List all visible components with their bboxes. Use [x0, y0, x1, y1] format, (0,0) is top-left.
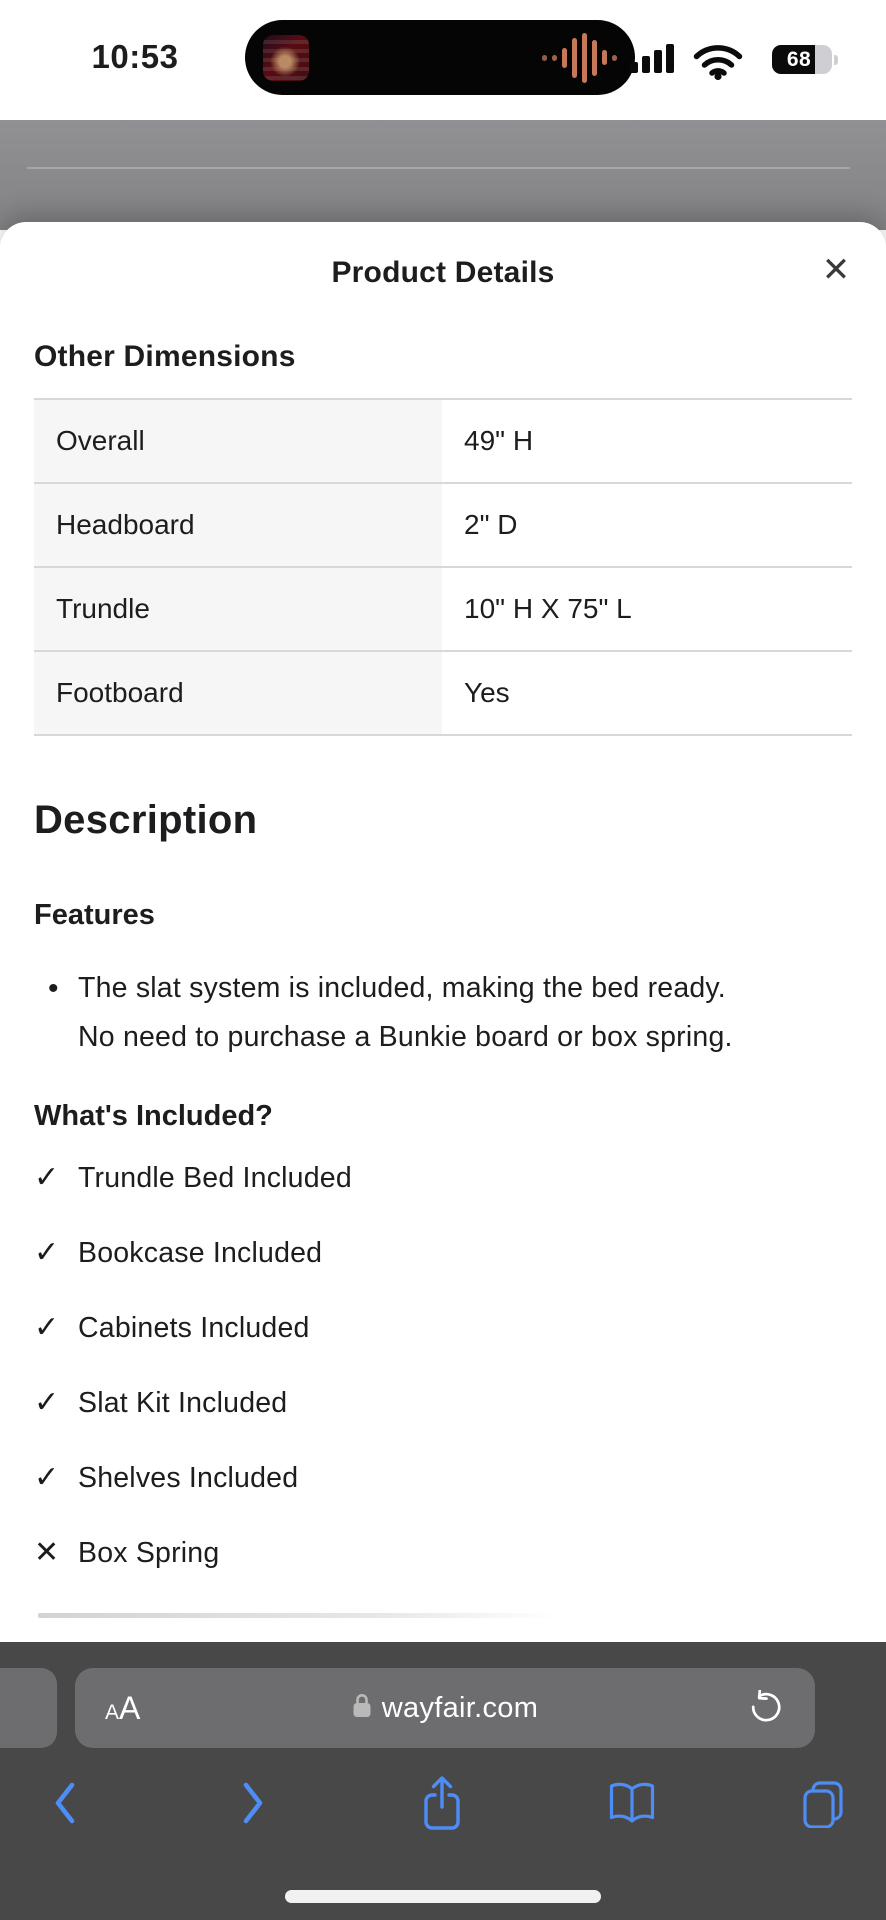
feature-bullet-item	[34, 964, 746, 1062]
check-icon: ✓	[34, 1385, 60, 1420]
clipped-content-row	[38, 1613, 558, 1618]
row-label: Overall	[34, 400, 442, 482]
wifi-icon	[692, 43, 744, 86]
list-item: ✕ Box Spring	[34, 1535, 220, 1570]
check-icon: ✓	[34, 1160, 60, 1195]
back-button[interactable]	[36, 1775, 92, 1831]
description-heading: Description	[34, 798, 258, 842]
whats-included-heading: What's Included?	[34, 1100, 273, 1132]
other-dimensions-heading: Other Dimensions	[34, 340, 296, 373]
list-item: ✓ Trundle Bed Included	[34, 1160, 352, 1195]
battery-percent: 68	[786, 47, 812, 71]
reload-icon[interactable]	[735, 1668, 795, 1748]
url-text[interactable]: wayfair.com	[381, 1691, 539, 1724]
battery-icon	[772, 45, 832, 74]
tabs-icon[interactable]	[795, 1775, 851, 1831]
reader-mode-button[interactable]: A A	[75, 1690, 140, 1727]
modal-header	[0, 222, 886, 326]
modal-body	[0, 340, 886, 1618]
list-item: ✓ Cabinets Included	[34, 1310, 310, 1345]
features-heading: Features	[34, 899, 155, 931]
product-details-modal	[0, 222, 886, 1642]
row-value: 10" H X 75" L	[464, 593, 632, 624]
lock-icon	[352, 1692, 372, 1724]
feature-text: The slat system is included, making the bed ready. No need to purchase a Bunkie board or box spring.	[78, 972, 733, 1053]
clock: 10:53	[91, 38, 179, 75]
row-label: Headboard	[34, 484, 442, 566]
row-value: 2" D	[464, 509, 518, 540]
album-art	[263, 35, 309, 81]
list-item: ✓ Shelves Included	[34, 1460, 299, 1495]
table-row	[34, 652, 852, 736]
close-icon[interactable]: ✕	[810, 244, 862, 296]
bookmarks-icon[interactable]	[604, 1775, 660, 1831]
check-icon: ✓	[34, 1460, 60, 1495]
safari-bottom-bar	[0, 1642, 886, 1920]
table-row	[34, 400, 852, 484]
check-icon: ✓	[34, 1310, 60, 1345]
status-bar	[0, 0, 886, 120]
row-value: 49" H	[464, 425, 534, 456]
table-row	[34, 484, 852, 568]
cross-icon: ✕	[34, 1535, 60, 1570]
battery-cap	[834, 55, 838, 65]
list-item: ✓ Slat Kit Included	[34, 1385, 288, 1420]
backdrop-divider	[27, 167, 850, 169]
check-icon: ✓	[34, 1235, 60, 1270]
included-list	[34, 1160, 852, 1570]
bullet-icon: •	[48, 972, 59, 1005]
audio-waveform-icon	[542, 28, 617, 88]
share-icon[interactable]	[414, 1775, 470, 1831]
forward-button[interactable]	[225, 1775, 281, 1831]
list-item: ✓ Bookcase Included	[34, 1235, 323, 1270]
adjacent-tab-edge[interactable]	[0, 1668, 57, 1748]
table-row	[34, 568, 852, 652]
home-indicator[interactable]	[285, 1890, 601, 1903]
address-bar[interactable]	[75, 1668, 815, 1748]
row-label: Trundle	[34, 568, 442, 650]
row-value: Yes	[464, 677, 510, 708]
row-label: Footboard	[34, 652, 442, 734]
dynamic-island[interactable]	[245, 20, 635, 95]
dimmed-page-backdrop[interactable]	[0, 120, 886, 230]
cell-signal-icon	[630, 0, 680, 120]
dimensions-table	[34, 398, 852, 736]
modal-title: Product Details	[331, 256, 555, 289]
